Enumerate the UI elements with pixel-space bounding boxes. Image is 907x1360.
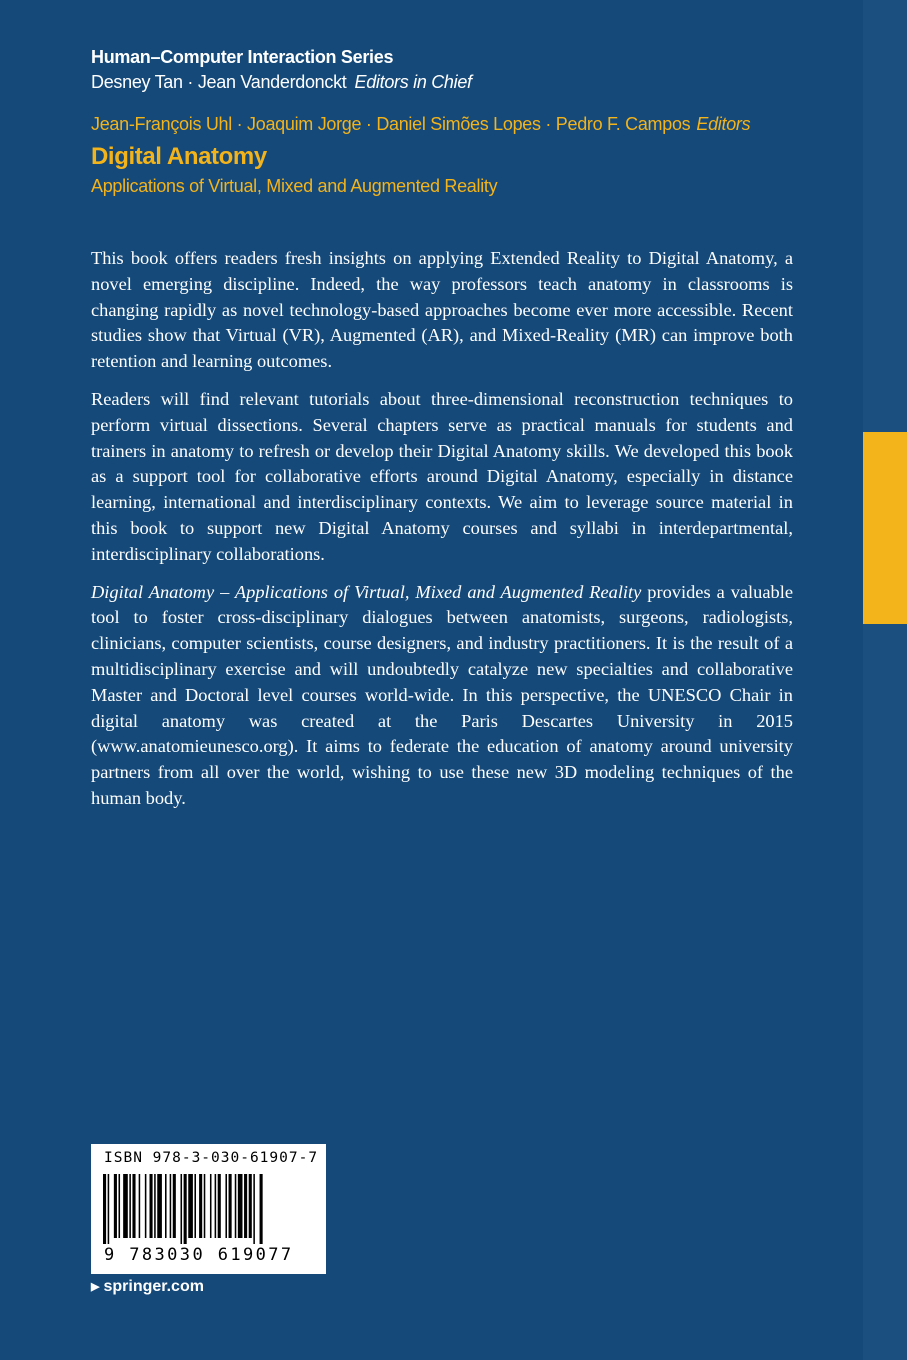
barcode-bar xyxy=(173,1174,176,1238)
barcode-bar xyxy=(132,1174,135,1238)
barcode-bar xyxy=(204,1174,206,1238)
series-info xyxy=(91,45,472,95)
barcode-bar xyxy=(229,1174,232,1238)
book-editors-line xyxy=(91,112,750,136)
barcode-bar xyxy=(114,1174,117,1238)
barcode-bar xyxy=(218,1174,221,1238)
barcode-bar xyxy=(194,1174,196,1238)
book-info xyxy=(91,112,750,198)
barcode-bar xyxy=(103,1174,106,1244)
barcode-bar xyxy=(215,1174,217,1238)
book-subtitle: Applications of Virtual, Mixed and Augmented Reality xyxy=(91,176,498,196)
isbn-barcode-box xyxy=(91,1144,326,1274)
barcode-bar xyxy=(199,1174,202,1238)
description-paragraph-3-text: provides a valuable tool to foster cross-disciplinary dialogues between anatomists, surgeons, radiologists, clinicians, computer scientists, course designers, and industry practitioners. It is the result of a multidisciplinary exercise and will undoubtedly catalyze new specialties and collaborative Master and Doctoral level courses world-wide. In this perspective, the UNESCO Chair in digital anatomy was created at the Paris Descartes University in 2015 (www.anatomieunesco.org). It aims to federate the education of anatomy around university partners from all over the world, wishing to use these new 3D modeling techniques of the human body. xyxy=(91,581,793,808)
barcode-bar xyxy=(188,1174,193,1238)
publisher-link[interactable] xyxy=(91,1278,204,1296)
barcode-bar xyxy=(139,1174,141,1238)
book-description xyxy=(91,246,793,824)
series-title: Human–Computer Interaction Series xyxy=(91,47,394,67)
barcode-bar xyxy=(154,1174,156,1238)
publisher-url: springer.com xyxy=(103,1278,204,1295)
barcode-bar xyxy=(123,1174,128,1238)
description-book-title: Digital Anatomy – Applications of Virtual, Mixed and Augmented Reality xyxy=(91,581,642,602)
barcode-bar xyxy=(150,1174,153,1238)
series-editors: Desney Tan · Jean Vanderdonckt xyxy=(91,72,347,92)
accent-bar xyxy=(863,432,907,624)
barcode-digits: 9 783030 619077 xyxy=(104,1245,294,1265)
series-editors-line xyxy=(91,69,472,95)
barcode-bar xyxy=(260,1174,263,1244)
barcode-bar xyxy=(145,1174,147,1238)
barcode-bar xyxy=(165,1174,167,1238)
barcode-bar xyxy=(170,1174,172,1238)
isbn-label: ISBN 978-3-030-61907-7 xyxy=(104,1150,319,1166)
barcode-bar xyxy=(184,1174,187,1244)
book-title: Digital Anatomy xyxy=(91,143,267,170)
description-paragraph-3 xyxy=(91,580,793,812)
barcode-bar xyxy=(157,1174,162,1238)
barcode-bar xyxy=(244,1174,247,1238)
description-paragraph-2: Readers will find relevant tutorials about three-dimensional reconstruction techniques to perform virtual dissections. Several chapters serve as practical manuals for students and trainers in anatomy to refresh or develop their Digital Anatomy skills. We developed this book as a support tool for collaborative efforts around Digital Anatomy, especially in distance learning, international and interdisciplinary contexts. We aim to leverage source material in this book to support new Digital Anatomy courses and syllabi in interdepartmental, interdisciplinary collaborations. xyxy=(91,388,793,564)
book-editors-role: Editors xyxy=(696,114,751,134)
barcode-bar xyxy=(238,1174,243,1238)
series-editors-role: Editors in Chief xyxy=(354,72,472,92)
cover-edge-strip xyxy=(863,0,907,1360)
barcode-bar xyxy=(129,1174,131,1238)
triangle-right-icon: ▶ xyxy=(91,1281,100,1293)
barcode-bar xyxy=(249,1174,252,1238)
barcode-bar xyxy=(210,1174,212,1238)
description-paragraph-1: This book offers readers fresh insights on applying Extended Reality to Digital Anatomy, a novel emerging discipline. Indeed, the way professors teach anatomy in classrooms is changing rapidly as novel technology-based approaches become ever more accessible. Recent studies show that Virtual (VR), Augmented (AR), and Mixed-Reality (MR) can improve both retention and learning outcomes. xyxy=(91,248,793,372)
barcode-bar xyxy=(181,1174,183,1244)
barcode-bar xyxy=(119,1174,121,1238)
barcode-bar xyxy=(235,1174,237,1238)
barcode-bar xyxy=(108,1174,110,1244)
barcode-bar xyxy=(253,1174,255,1244)
barcode xyxy=(103,1174,314,1244)
barcode-bar xyxy=(225,1174,227,1238)
book-editors: Jean-François Uhl · Joaquim Jorge · Daniel Simões Lopes · Pedro F. Campos xyxy=(91,114,691,134)
